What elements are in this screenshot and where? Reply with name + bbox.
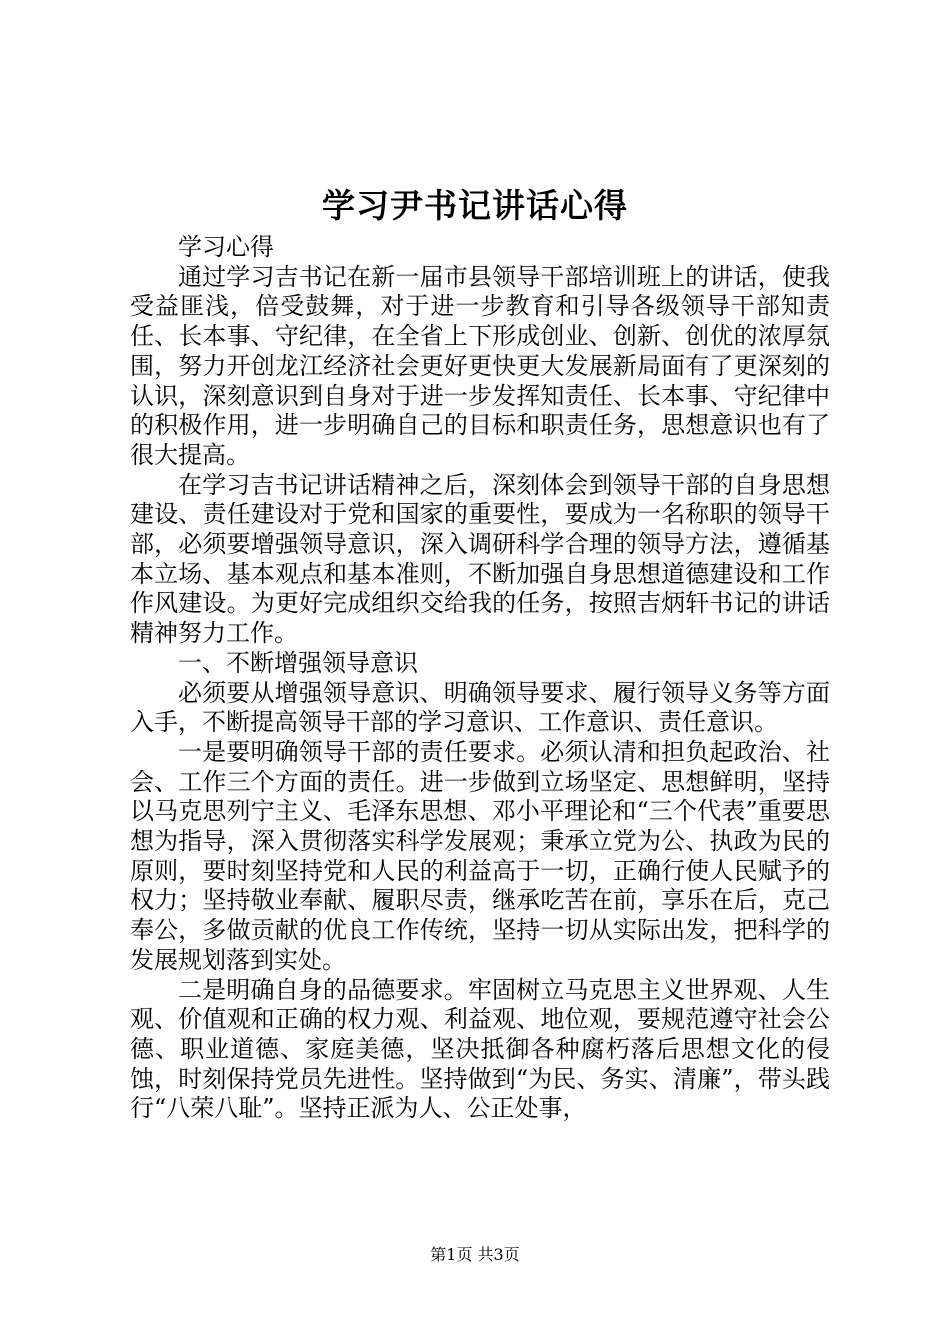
paragraph: 二是明确自身的品德要求。牢固树立马克思主义世界观、人生观、价值观和正确的权力观、利益观、地位观，要规范遵守社会公德、职业道德、家庭美德，坚决抵御各种腐朽落后思想文化的侵蚀，时刻保持党员先进性。坚持做到“为民、务实、清廉”，带头践行“八荣八耻”。坚持正派为人、公正处事， [130,975,830,1123]
paragraph: 在学习吉书记讲话精神之后，深刻体会到领导干部的自身思想建设、责任建设对于党和国家的重要性，要成为一名称职的领导干部，必须要增强领导意识，深入调研科学合理的领导方法，遵循基本立场、基本观点和基本准则，不断加强自身思想道德建设和工作作风建设。为更好完成组织交给我的任务，按照吉炳轩书记的讲话精神努力工作。 [130,470,830,648]
section-heading: 一、不断增强领导意识 [178,648,418,677]
paragraph: 通过学习吉书记在新一届市县领导干部培训班上的讲话，使我受益匪浅，倍受鼓舞，对于进一步教育和引导各级领导干部知责任、长本事、守纪律，在全省上下形成创业、创新、创优的浓厚氛围，努力开创龙江经济社会更好更快更大发展新局面有了更深刻的认识，深刻意识到自身对于进一步发挥知责任、长本事、守纪律中的积极作用，进一步明确自己的目标和职责任务，思想意识也有了很大提高。 [130,262,830,469]
document-body [130,233,830,1124]
paragraph: 一是要明确领导干部的责任要求。必须认清和担负起政治、社会、工作三个方面的责任。进一步做到立场坚定、思想鲜明，坚持以马克思列宁主义、毛泽东思想、邓小平理论和“三个代表”重要思想为指导，深入贯彻落实科学发展观；秉承立党为公、执政为民的原则，要时刻坚持党和人民的利益高于一切，正确行使人民赋予的权力；坚持敬业奉献、履职尽责，继承吃苦在前，享乐在后，克己奉公，多做贡献的优良工作传统，坚持一切从实际出发，把科学的发展规划落到实处。 [130,737,830,974]
page-number-footer: 第1页 共3页 [430,1245,520,1264]
paragraph-heading-study-notes: 学习心得 [178,233,274,261]
document-title: 学习尹书记讲话心得 [322,186,628,225]
paragraph: 必须要从增强领导意识、明确领导要求、履行领导义务等方面入手，不断提高领导干部的学习意识、工作意识、责任意识。 [130,678,830,737]
